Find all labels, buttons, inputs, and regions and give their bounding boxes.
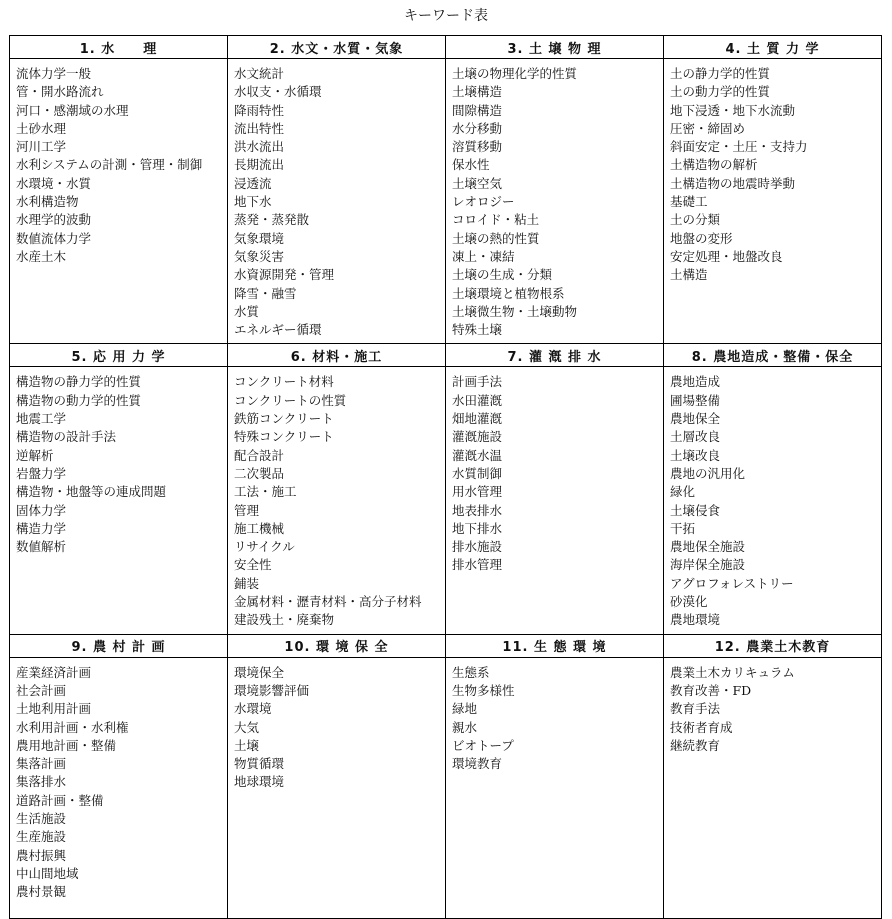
keyword-item: 教育手法 [670,701,721,717]
keyword-item: 建設残土・廃棄物 [234,612,335,628]
keyword-item: 土構造 [670,267,708,283]
category-header: 2. 水文・水質・気象 [228,36,446,59]
category-keywords-cell [228,657,446,918]
keyword-item: 長期流出 [234,157,285,173]
category-keywords-cell [228,367,446,634]
category-header-row [10,634,882,657]
keyword-item: 中山間地域 [16,865,79,881]
keyword-list [16,373,227,556]
keyword-item: 社会計画 [16,682,67,698]
keyword-item: 土壌侵食 [670,502,721,518]
category-header: 6. 材料・施工 [228,344,446,367]
keyword-item: 斜面安定・土圧・支持力 [670,139,808,155]
keyword-item: 農業土木カリキュラム [670,664,795,680]
category-header: 3. 土 壌 物 理 [446,36,664,59]
category-header: 4. 土 質 力 学 [664,36,882,59]
keyword-item: 土壌改良 [670,447,721,463]
keyword-item: ビオトープ [452,737,514,753]
keyword-item: 砂漠化 [670,594,708,610]
keyword-item: 地表排水 [452,502,503,518]
keyword-item: リサイクル [234,539,295,555]
category-header: 9. 農 村 計 画 [10,634,228,657]
keyword-item: コロイド・粘土 [452,212,540,228]
keyword-item: 特殊土壌 [452,322,503,338]
keyword-item: 水利構造物 [16,194,79,210]
keyword-item: 用水管理 [452,484,503,500]
keyword-item: 水産土木 [16,248,67,264]
keyword-item: 構造物の設計手法 [16,429,117,445]
keyword-item: 農地保全 [670,411,721,427]
keyword-item: 土砂水理 [16,120,67,136]
keyword-item: 土壌空気 [452,175,503,191]
keyword-item: 水質 [234,303,260,319]
keyword-item: コンクリート材料 [234,374,334,390]
keyword-item: 洪水流出 [234,139,285,155]
keyword-list [234,664,445,792]
category-keywords-cell [446,657,664,918]
keyword-list [670,373,881,629]
keyword-item: 水理学的波動 [16,212,92,228]
keyword-item: 土構造物の地震時挙動 [670,175,796,191]
keyword-item: 農地環境 [670,612,721,628]
keyword-item: 土壌 [234,737,260,753]
keyword-item: 継続教育 [670,737,721,753]
keyword-item: 畑地灌漑 [452,411,503,427]
keyword-item: 大気 [234,719,260,735]
category-keywords-cell [446,367,664,634]
keyword-list [670,65,881,285]
keyword-item: 管理 [234,502,260,518]
keyword-item: 環境影響評価 [234,682,310,698]
keyword-item: 環境保全 [234,664,285,680]
keyword-item: 構造物の静力学的性質 [16,374,142,390]
keyword-item: 河口・感潮域の水理 [16,102,129,118]
keyword-list [16,664,227,902]
keyword-item: 生活施設 [16,810,67,826]
category-header: 8. 農地造成・整備・保全 [664,344,882,367]
keyword-item: 安定処理・地盤改良 [670,248,783,264]
keyword-list [452,65,663,339]
keyword-item: 鋪装 [234,575,260,591]
keyword-item: 土の動力学的性質 [670,84,771,100]
keyword-item: 親水 [452,719,478,735]
keyword-item: 道路計画・整備 [16,792,104,808]
category-body-row [10,367,882,634]
keyword-item: 水文統計 [234,66,285,81]
keyword-item: 土の分類 [670,212,721,228]
keyword-item: 溶質移動 [452,139,503,155]
keyword-item: 土構造物の解析 [670,157,758,173]
category-keywords-cell [228,59,446,344]
keyword-item: 構造物・地盤等の連成問題 [16,484,167,500]
category-keywords-cell [664,59,882,344]
category-keywords-cell [664,367,882,634]
keyword-item: 地下排水 [452,520,503,536]
keyword-item: 特殊コンクリート [234,429,334,445]
keyword-item: 安全性 [234,557,272,573]
keyword-item: 水資源開発・管理 [234,267,335,283]
keyword-item: 技術者育成 [670,719,733,735]
keyword-item: 生産施設 [16,829,67,845]
category-header: 11. 生 態 環 境 [446,634,664,657]
keyword-item: 保水性 [452,157,490,173]
category-keywords-cell [10,657,228,918]
category-body-row [10,657,882,918]
keyword-list [234,65,445,339]
keyword-item: 水質制御 [452,465,503,481]
keyword-item: 環境教育 [452,756,503,772]
keyword-item: 逆解析 [16,447,54,463]
keyword-item: 蒸発・蒸発散 [234,212,310,228]
keyword-item: 岩盤力学 [16,465,67,481]
keyword-item: 土壌の熱的性質 [452,230,540,246]
keyword-item: 配合設計 [234,447,285,463]
keyword-item: 土壌環境と植物根系 [452,285,565,301]
keyword-item: 農地保全施設 [670,539,746,555]
keyword-table [9,35,882,919]
keyword-item: 緑地 [452,701,478,717]
keyword-list [16,65,227,266]
keyword-item: 農用地計画・整備 [16,737,117,753]
keyword-item: 農村振興 [16,847,67,863]
keyword-item: 基礎工 [670,194,708,210]
keyword-item: 排水施設 [452,539,503,555]
keyword-item: 土壌の生成・分類 [452,267,553,283]
keyword-item: 数値流体力学 [16,230,92,246]
keyword-item: コンクリートの性質 [234,392,347,408]
category-keywords-cell [664,657,882,918]
keyword-item: 物質循環 [234,756,285,772]
keyword-item: 固体力学 [16,502,67,518]
keyword-item: 灌漑水温 [452,447,503,463]
keyword-list [234,373,445,629]
keyword-item: 施工機械 [234,520,285,536]
keyword-item: 土の静力学的性質 [670,66,771,81]
keyword-item: 地下水 [234,194,272,210]
category-header-row [10,344,882,367]
keyword-item: 緑化 [670,484,696,500]
category-header-row [10,36,882,59]
keyword-item: レオロジー [452,194,515,210]
keyword-item: 農地造成 [670,374,721,390]
keyword-item: 間隙構造 [452,102,503,118]
keyword-item: 水田灌漑 [452,392,503,408]
keyword-item: 水環境・水質 [16,175,92,191]
category-header: 7. 灌 漑 排 水 [446,344,664,367]
keyword-item: 圃場整備 [670,392,721,408]
keyword-item: 金属材料・瀝青材料・高分子材料 [234,594,422,610]
keyword-item: 地球環境 [234,774,285,790]
keyword-item: 工法・施工 [234,484,297,500]
keyword-item: 降雨特性 [234,102,285,118]
keyword-item: 水環境 [234,701,272,717]
keyword-item: 農地の汎用化 [670,465,746,481]
category-header: 5. 応 用 力 学 [10,344,228,367]
keyword-item: 気象環境 [234,230,285,246]
keyword-item: 農村景観 [16,884,67,900]
keyword-item: 流体力学一般 [16,66,92,81]
keyword-item: 土壌の物理化学的性質 [452,66,578,81]
keyword-item: 地震工学 [16,411,67,427]
keyword-item: 気象災害 [234,248,285,264]
keyword-item: 水収支・水循環 [234,84,322,100]
keyword-item: 土壌微生物・土壌動物 [452,303,578,319]
keyword-item: 生物多様性 [452,682,515,698]
category-keywords-cell [10,367,228,634]
keyword-item: 土層改良 [670,429,721,445]
keyword-item: 産業経済計画 [16,664,92,680]
category-header: 10. 環 境 保 全 [228,634,446,657]
keyword-item: 降雪・融雪 [234,285,297,301]
keyword-item: 圧密・締固め [670,120,746,136]
keyword-item: 流出特性 [234,120,285,136]
category-header: 12. 農業土木教育 [664,634,882,657]
category-header: 1. 水 理 [10,36,228,59]
keyword-item: 地盤の変形 [670,230,733,246]
keyword-item: 二次製品 [234,465,285,481]
category-body-row [10,59,882,344]
keyword-item: 集落計画 [16,756,67,772]
page-title: キーワード表 [404,8,488,24]
keyword-item: 水利システムの計測・管理・制御 [16,157,203,173]
keyword-item: 鉄筋コンクリート [234,411,334,427]
keyword-item: 土壌構造 [452,84,503,100]
keyword-item: 水利用計画・水利権 [16,719,129,735]
keyword-item: 教育改善・FD [670,682,752,698]
keyword-item: エネルギー循環 [234,322,322,338]
keyword-item: 排水管理 [452,557,503,573]
keyword-item: 生態系 [452,664,490,680]
keyword-item: 数値解析 [16,539,67,555]
keyword-list [452,664,663,774]
keyword-list [670,664,881,755]
keyword-item: アグロフォレストリー [670,575,794,591]
keyword-item: 管・開水路流れ [16,84,104,100]
keyword-item: 地下浸透・地下水流動 [670,102,796,118]
keyword-item: 土地利用計画 [16,701,92,717]
keyword-item: 干拓 [670,520,696,536]
keyword-list [452,373,663,574]
keyword-item: 河川工学 [16,139,67,155]
keyword-item: 構造力学 [16,520,67,536]
keyword-item: 灌漑施設 [452,429,503,445]
category-keywords-cell [446,59,664,344]
keyword-item: 海岸保全施設 [670,557,746,573]
keyword-item: 計画手法 [452,374,503,390]
keyword-item: 浸透流 [234,175,272,191]
keyword-item: 構造物の動力学的性質 [16,392,142,408]
keyword-item: 集落排水 [16,774,67,790]
category-keywords-cell [10,59,228,344]
keyword-item: 凍上・凍結 [452,248,515,264]
keyword-item: 水分移動 [452,120,503,136]
